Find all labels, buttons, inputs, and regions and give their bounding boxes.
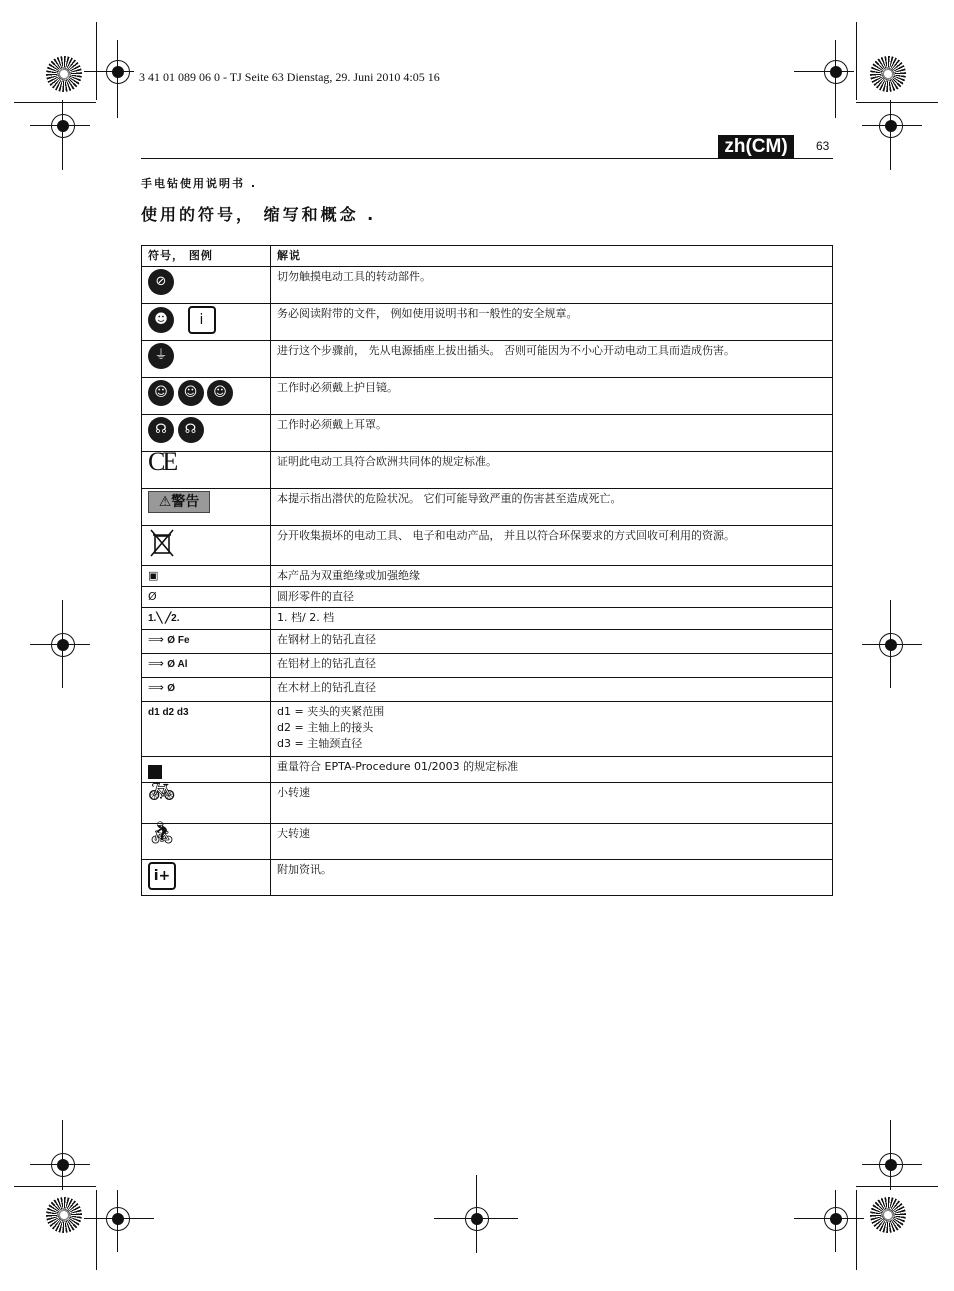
crop-line <box>835 1190 836 1252</box>
chuck-dimensions-icon: d1 d2 d3 <box>148 707 189 718</box>
drill-steel-icon: Ø Fe <box>167 635 190 646</box>
weight-icon <box>148 765 162 779</box>
info-icon: i+ <box>148 862 176 890</box>
row-text: 附加资讯。 <box>271 860 833 896</box>
crop-line <box>856 1190 857 1270</box>
row-text: 分开收集损坏的电动工具、 电子和电动产品， 并且以符合环保要求的方式回收可利用的资源。 <box>271 526 833 566</box>
crop-line <box>117 1190 118 1252</box>
table-row <box>142 489 833 526</box>
header-explanation: 解说 <box>271 246 833 267</box>
table-row <box>142 630 833 654</box>
row-text-line: d3 = 主轴颈直径 <box>277 737 363 750</box>
crop-line <box>96 22 97 100</box>
crop-line <box>84 71 134 72</box>
table-row <box>142 452 833 489</box>
no-touch-rotating-icon: ⊘ <box>148 269 174 295</box>
crop-line <box>14 1186 96 1187</box>
row-text: 工作时必须戴上耳罩。 <box>271 415 833 452</box>
print-meta-line: 3 41 01 089 06 0 - TJ Seite 63 Dienstag, 29. Juni 2010 4:05 16 <box>139 70 440 84</box>
table-row <box>142 824 833 860</box>
crop-line <box>62 1120 63 1190</box>
drill-wood-icon: Ø <box>167 683 176 694</box>
crosshair-icon <box>824 60 848 84</box>
table-row <box>142 783 833 824</box>
table-row <box>142 654 833 678</box>
crop-line <box>62 100 63 170</box>
table-row <box>142 860 833 896</box>
goggles-icon: ☺ <box>178 380 204 406</box>
ce-mark-icon: CE <box>148 447 176 476</box>
table-row <box>142 267 833 304</box>
gear-selector-icon: 1.╲ ╱2. <box>148 613 180 624</box>
row-text: 在钢材上的钻孔直径 <box>271 630 833 654</box>
double-insulation-icon: ▣ <box>148 569 159 582</box>
weee-bin-icon <box>148 528 176 558</box>
table-row <box>142 757 833 783</box>
row-text: 在木材上的钻孔直径 <box>271 678 833 702</box>
row-text: 在铝材上的钻孔直径 <box>271 654 833 678</box>
page-number: 63 <box>816 139 830 153</box>
row-text: 重量符合 EPTA-Procedure 01/2003 的规定标准 <box>271 757 833 783</box>
registration-disc-bottom-left <box>46 1197 82 1233</box>
unplug-icon: ⏚ <box>148 343 174 369</box>
crop-line <box>835 40 836 118</box>
crosshair-icon <box>879 1153 903 1177</box>
drill-bit-icon: ⟹ <box>148 681 164 694</box>
manual-subtitle: 手电钻使用说明书 . <box>141 177 258 190</box>
crop-line <box>890 100 891 170</box>
diameter-icon: Ø <box>148 590 157 603</box>
book-icon: i <box>188 306 216 334</box>
symbols-table <box>141 245 833 896</box>
row-text: 本提示指出潜伏的危险状况。 它们可能导致严重的伤害甚至造成死亡。 <box>271 489 833 526</box>
crop-line <box>30 125 90 126</box>
ear-protection-icon: ☊ <box>148 417 174 443</box>
crop-line <box>96 1190 97 1270</box>
language-badge: zh(CM) <box>718 135 794 159</box>
crop-line <box>862 125 922 126</box>
crosshair-icon <box>824 1207 848 1231</box>
crop-line <box>30 644 90 645</box>
table-row <box>142 678 833 702</box>
drill-bit-icon: ⟹ <box>148 657 164 670</box>
row-text: 圆形零件的直径 <box>271 587 833 608</box>
table-header-row <box>142 246 833 267</box>
row-text: 务必阅读附带的文件， 例如使用说明书和一般性的安全规章。 <box>271 304 833 341</box>
row-text: 进行这个步骤前， 先从电源插座上拔出插头。 否则可能因为不小心开动电动工具而造成伤害。 <box>271 341 833 378</box>
section-title: 使用的符号， 缩写和概念 . <box>141 205 377 224</box>
crosshair-icon <box>106 1207 130 1231</box>
crop-line <box>856 1186 938 1187</box>
earmuffs-icon: ☊ <box>178 417 204 443</box>
crosshair-icon <box>879 633 903 657</box>
table-row <box>142 526 833 566</box>
crop-line <box>862 644 922 645</box>
crop-line <box>890 1120 891 1190</box>
row-text: 证明此电动工具符合欧洲共同体的规定标准。 <box>271 452 833 489</box>
crop-line <box>856 22 857 100</box>
glasses-icon: ☺ <box>207 380 233 406</box>
row-text: 1. 档/ 2. 档 <box>271 608 833 630</box>
table-row <box>142 608 833 630</box>
row-text-line: d2 = 主轴上的接头 <box>277 721 374 734</box>
row-text: 本产品为双重绝缘或加强绝缘 <box>271 566 833 587</box>
crop-line <box>117 40 118 118</box>
table-row <box>142 702 833 757</box>
warning-label-icon: ⚠警告 <box>148 491 210 513</box>
crop-line <box>14 102 96 103</box>
crosshair-icon <box>51 633 75 657</box>
table-row <box>142 587 833 608</box>
table-row <box>142 378 833 415</box>
row-text: 切勿触摸电动工具的转动部件。 <box>271 267 833 304</box>
crosshair-icon <box>106 60 130 84</box>
table-row <box>142 566 833 587</box>
crosshair-icon <box>879 114 903 138</box>
table-row <box>142 415 833 452</box>
high-speed-icon: 🚴︎ <box>148 821 176 846</box>
crop-line <box>84 1218 154 1219</box>
read-manual-icon: ☻ <box>148 307 174 333</box>
low-speed-icon: 🚲︎ <box>148 780 176 805</box>
crop-line <box>856 102 938 103</box>
row-text: 大转速 <box>271 824 833 860</box>
drill-aluminium-icon: Ø Al <box>167 659 188 670</box>
crop-line <box>434 1218 518 1219</box>
table-row <box>142 341 833 378</box>
crosshair-icon <box>465 1207 489 1231</box>
registration-disc-bottom-right <box>870 1197 906 1233</box>
registration-disc-top-left <box>46 56 82 92</box>
row-text-line: d1 = 夹头的夹紧范围 <box>277 705 385 718</box>
crop-line <box>476 1175 477 1253</box>
crop-line <box>30 1164 90 1165</box>
header-symbol: 符号， 图例 <box>142 246 271 267</box>
crop-line <box>794 1218 864 1219</box>
crop-line <box>862 1164 922 1165</box>
row-text: 小转速 <box>271 783 833 824</box>
table-row <box>142 304 833 341</box>
registration-disc-top-right <box>870 56 906 92</box>
crosshair-icon <box>51 114 75 138</box>
crosshair-icon <box>51 1153 75 1177</box>
crop-line <box>794 71 854 72</box>
row-text: 工作时必须戴上护目镜。 <box>271 378 833 415</box>
drill-bit-icon: ⟹ <box>148 633 164 646</box>
eye-protection-icon: ☺ <box>148 380 174 406</box>
